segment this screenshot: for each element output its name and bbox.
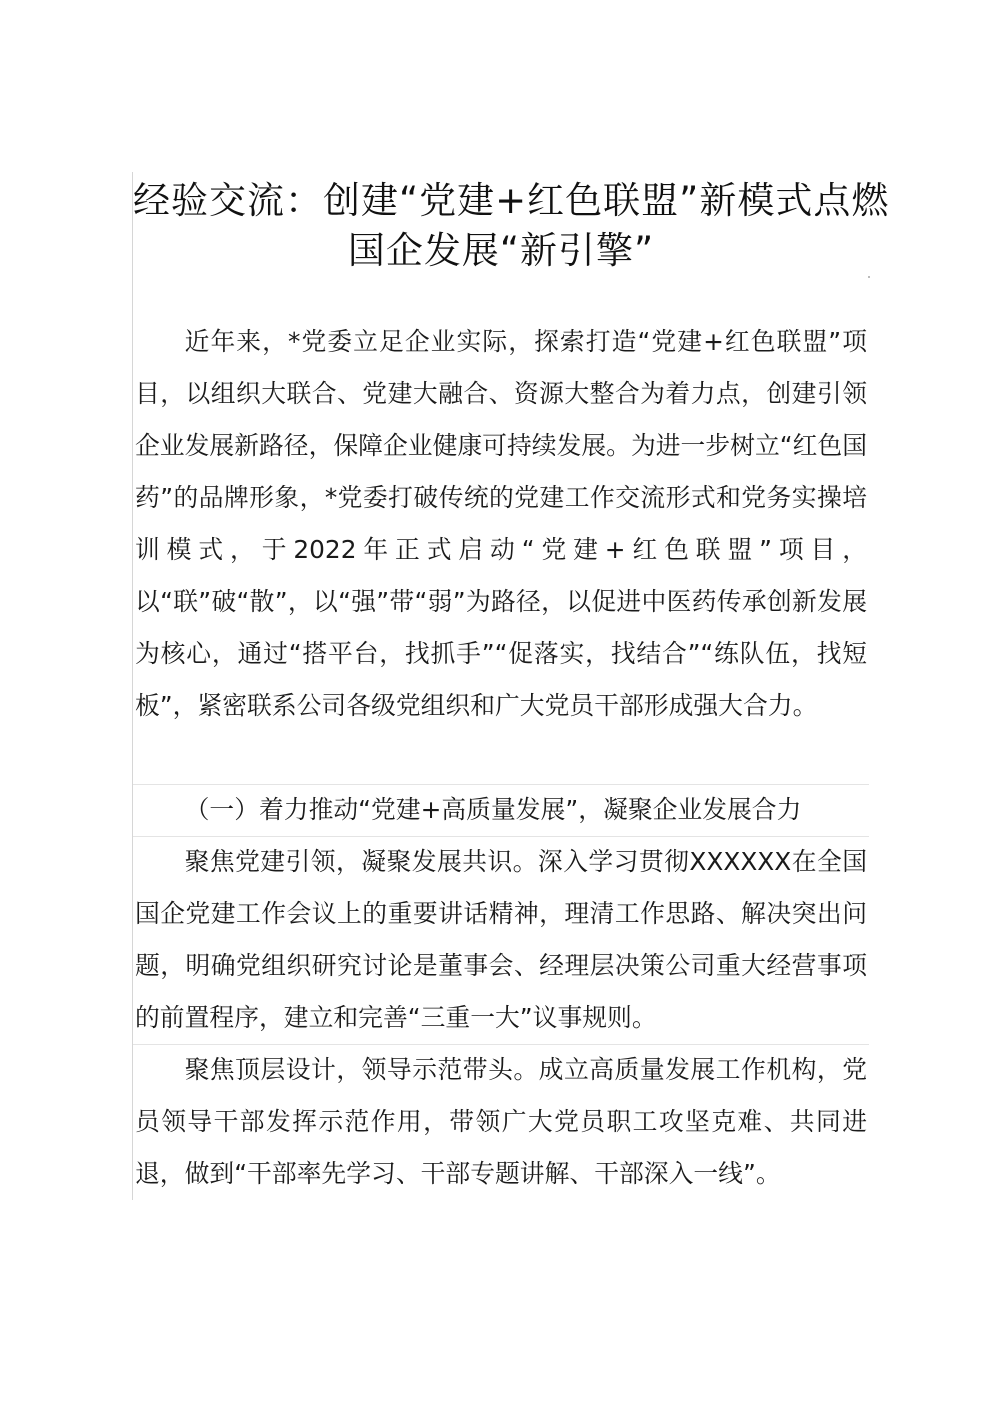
section1-paragraph-2: 聚焦顶层设计，领导示范带头。成立高质量发展工作机构，党员领导干部发挥示范作用，带领广大党员职工攻坚克难、共同进退，做到“干部率先学习、干部专题讲解、干部深入一线”。: [135, 1055, 867, 1188]
page-mark: [868, 276, 870, 278]
document-title: [133, 176, 890, 276]
section1-paragraph-1: 聚焦党建引领，凝聚发展共识。深入学习贯彻XXXXXX在全国国企党建工作会议上的重要讲话精神，理清工作思路、解决突出问题，明确党组织研究讨论是董事会、经理层决策公司重大经营事项的前置程序，建立和完善“三重一大”议事规则。: [135, 847, 867, 1032]
title-line-2: 国企发展“新引擎”: [347, 229, 655, 272]
left-margin-line: [132, 172, 133, 1200]
intro-paragraph: 近年来，*党委立足企业实际，探索打造“党建+红色联盟”项目，以组织大联合、党建大融合、资源大整合为着力点，创建引领企业发展新路径，保障企业健康可持续发展。为进一步树立“红色国药”的品牌形象，*党委打破传统的党建工作交流形式和党务实操培训模式，于2022年正式启动“党建+红色联盟”项目，以“联”破“散”，以“强”带“弱”为路径，以促进中医药传承创新发展为核心，通过“搭平台，找抓手”“促落实，找结合”“练队伍，找短板”，紧密联系公司各级党组织和广大党员干部形成强大合力。: [135, 327, 867, 720]
title-line-1: 经验交流：创建“党建+红色联盟”新模式点燃: [133, 179, 890, 222]
section1-paragraph1-block: [135, 836, 867, 1044]
section1-heading-block: [135, 784, 867, 836]
section1-paragraph2-block: [135, 1044, 867, 1200]
section1-heading: （一）着力推动“党建+高质量发展”，凝聚企业发展合力: [184, 795, 802, 824]
intro-block: [135, 316, 867, 732]
